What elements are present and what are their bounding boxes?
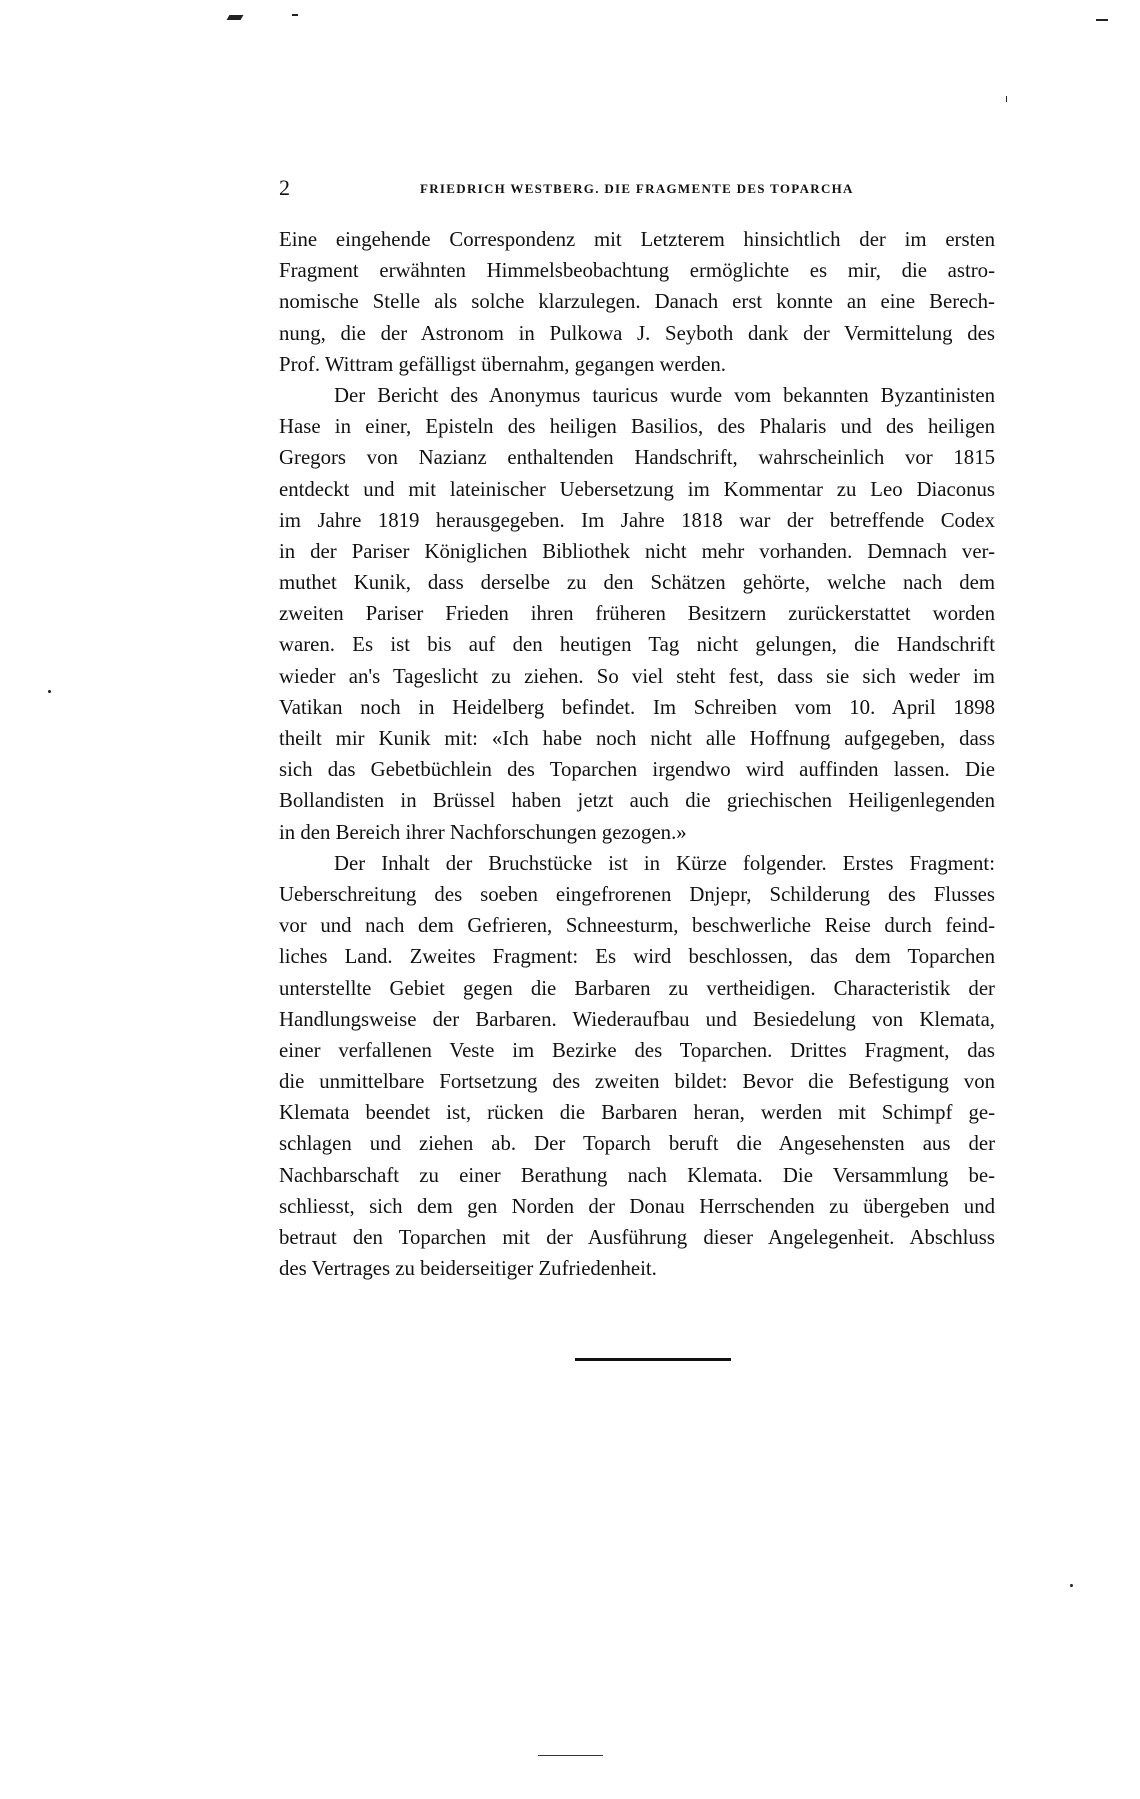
scan-speck-mark: [292, 14, 298, 16]
text-line: Fragment erwähnten Himmelsbeobachtung ermöglichte es mir, die astro-: [279, 259, 995, 283]
running-head: [279, 175, 995, 205]
text-line: im Jahre 1819 herausgegeben. Im Jahre 1818 war der betreffende Codex: [279, 508, 995, 532]
scan-speck-mark: [227, 15, 244, 20]
text-line: des Vertrages zu beiderseitiger Zufriedenheit.: [279, 1257, 657, 1281]
text-line: vor und nach dem Gefrieren, Schneesturm, beschwerliche Reise durch feind-: [279, 914, 995, 938]
text-line: liches Land. Zweites Fragment: Es wird beschlossen, das dem Toparchen: [279, 945, 995, 969]
text-line: waren. Es ist bis auf den heutigen Tag nicht gelungen, die Handschrift: [279, 633, 995, 657]
text-line: Hase in einer, Episteln des heiligen Basilios, des Phalaris und des heiligen: [279, 415, 995, 439]
bottom-rule: [538, 1755, 603, 1756]
text-line: Vatikan noch in Heidelberg befindet. Im Schreiben vom 10. April 1898: [279, 695, 995, 719]
text-line: Der Inhalt der Bruchstücke ist in Kürze folgender. Erstes Fragment:: [334, 851, 995, 875]
text-line: theilt mir Kunik mit: «Ich habe noch nicht alle Hoffnung aufgegeben, dass: [279, 727, 995, 750]
scan-speck-mark: [1096, 19, 1108, 21]
text-line: Gregors von Nazianz enthaltenden Handschrift, wahrscheinlich vor 1815: [279, 446, 995, 470]
text-line: Ueberschreitung des soeben eingefrorenen Dnjepr, Schilderung des Flusses: [279, 882, 995, 906]
text-line: Klemata beendet ist, rücken die Barbaren heran, werden mit Schimpf ge-: [279, 1101, 995, 1125]
text-line: schlagen und ziehen ab. Der Toparch beruft die Angesehensten aus der: [279, 1132, 995, 1156]
text-line: betraut den Toparchen mit der Ausführung dieser Angelegenheit. Abschluss: [279, 1226, 995, 1249]
text-line: unterstellte Gebiet gegen die Barbaren zu vertheidigen. Characteristik der: [279, 976, 995, 1000]
text-line: zweiten Pariser Frieden ihren früheren Besitzern zurückerstattet worden: [279, 602, 995, 626]
text-line: einer verfallenen Veste im Bezirke des Toparchen. Drittes Fragment, das: [279, 1038, 995, 1062]
text-line: entdeckt und mit lateinischer Uebersetzung im Kommentar zu Leo Diaconus: [279, 477, 995, 501]
text-line: die unmittelbare Fortsetzung des zweiten bildet: Bevor die Befestigung von: [279, 1070, 995, 1094]
scan-speck-mark: [1070, 1584, 1073, 1587]
text-line: Prof. Wittram gefälligst übernahm, gegangen werden.: [279, 352, 726, 376]
text-line: Der Bericht des Anonymus tauricus wurde vom bekannten Byzantinisten: [334, 383, 995, 407]
text-line: in der Pariser Königlichen Bibliothek nicht mehr vorhanden. Demnach ver-: [279, 539, 995, 563]
text-line: sich das Gebetbüchlein des Toparchen irgendwo wird auffinden lassen. Die: [279, 758, 995, 782]
text-line: Nachbarschaft zu einer Berathung nach Klemata. Die Versammlung be-: [279, 1163, 995, 1187]
body-text: [279, 224, 995, 1284]
text-line: wieder an's Tageslicht zu ziehen. So viel steht fest, dass sie sich weder im: [279, 664, 995, 688]
text-line: in den Bereich ihrer Nachforschungen gezogen.»: [279, 820, 687, 844]
text-line: nomische Stelle als solche klarzulegen. Danach erst konnte an eine Berech-: [279, 290, 995, 314]
text-line: Eine eingehende Correspondenz mit Letzterem hinsichtlich der im ersten: [279, 228, 995, 251]
running-head-title: FRIEDRICH WESTBERG. DIE FRAGMENTE DES TOPARCHA: [420, 181, 854, 196]
text-line: muthet Kunik, dass derselbe zu den Schätzen gehörte, welche nach dem: [279, 571, 995, 595]
end-of-section-rule: [575, 1358, 731, 1361]
text-line: Handlungsweise der Barbaren. Wiederaufbau und Besiedelung von Klemata,: [279, 1007, 995, 1031]
page-number: 2: [279, 175, 290, 200]
text-line: nung, die der Astronom in Pulkowa J. Seyboth dank der Vermittelung des: [279, 321, 995, 345]
scan-speck-mark: [1006, 96, 1007, 102]
text-line: Bollandisten in Brüssel haben jetzt auch die griechischen Heiligenlegenden: [279, 789, 995, 813]
text-line: schliesst, sich dem gen Norden der Donau Herrschenden zu übergeben und: [279, 1194, 995, 1218]
scan-speck-mark: [48, 690, 51, 693]
